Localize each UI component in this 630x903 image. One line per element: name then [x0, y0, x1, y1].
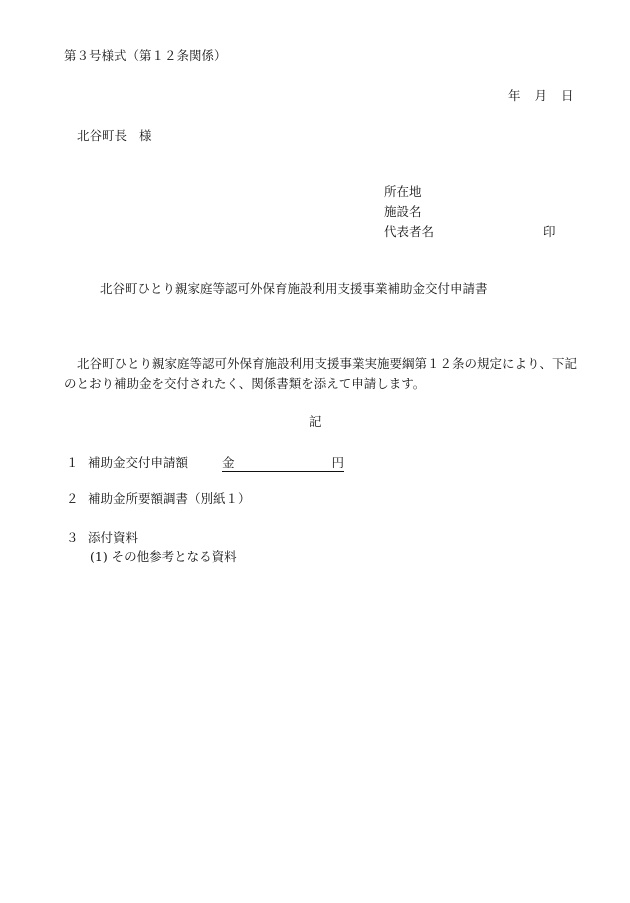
body-text-line-2: のとおり補助金を交付されたく、関係書類を添えて申請します。 [64, 376, 426, 391]
item-1-number: １ [66, 455, 79, 470]
item-1-label: 補助金交付申請額 [88, 455, 189, 470]
facility-name-label: 施設名 [384, 204, 422, 219]
address-label: 所在地 [384, 184, 422, 199]
amount-prefix: 金 [222, 455, 235, 470]
body-text-line-1: 北谷町ひとり親家庭等認可外保育施設利用支援事業実施要綱第１２条の規定により、下記 [77, 356, 578, 371]
addressee-honorific: 様 [139, 128, 152, 143]
amount-suffix: 円 [331, 455, 344, 470]
item-3-subitem: (1) その他参考となる資料 [90, 549, 237, 564]
date-day: 日 [561, 88, 574, 103]
date-month: 月 [534, 88, 548, 103]
document-title: 北谷町ひとり親家庭等認可外保育施設利用支援事業補助金交付申請書 [100, 281, 488, 296]
addressee [77, 128, 152, 144]
item-2-label: 補助金所要額調書（別紙１） [88, 491, 251, 506]
item-1-amount-field [222, 455, 344, 472]
addressee-name: 北谷町長 [77, 128, 128, 143]
item-3-number: ３ [66, 530, 79, 545]
date-year: 年 [508, 88, 521, 103]
seal-mark: 印 [543, 224, 556, 239]
ki-heading: 記 [309, 414, 322, 429]
form-label: 第３号様式（第１２条関係） [64, 48, 227, 63]
item-3-label: 添付資料 [88, 530, 139, 545]
representative-label: 代表者名 [384, 224, 435, 239]
item-2-number: ２ [66, 491, 79, 506]
date-line [508, 88, 574, 104]
